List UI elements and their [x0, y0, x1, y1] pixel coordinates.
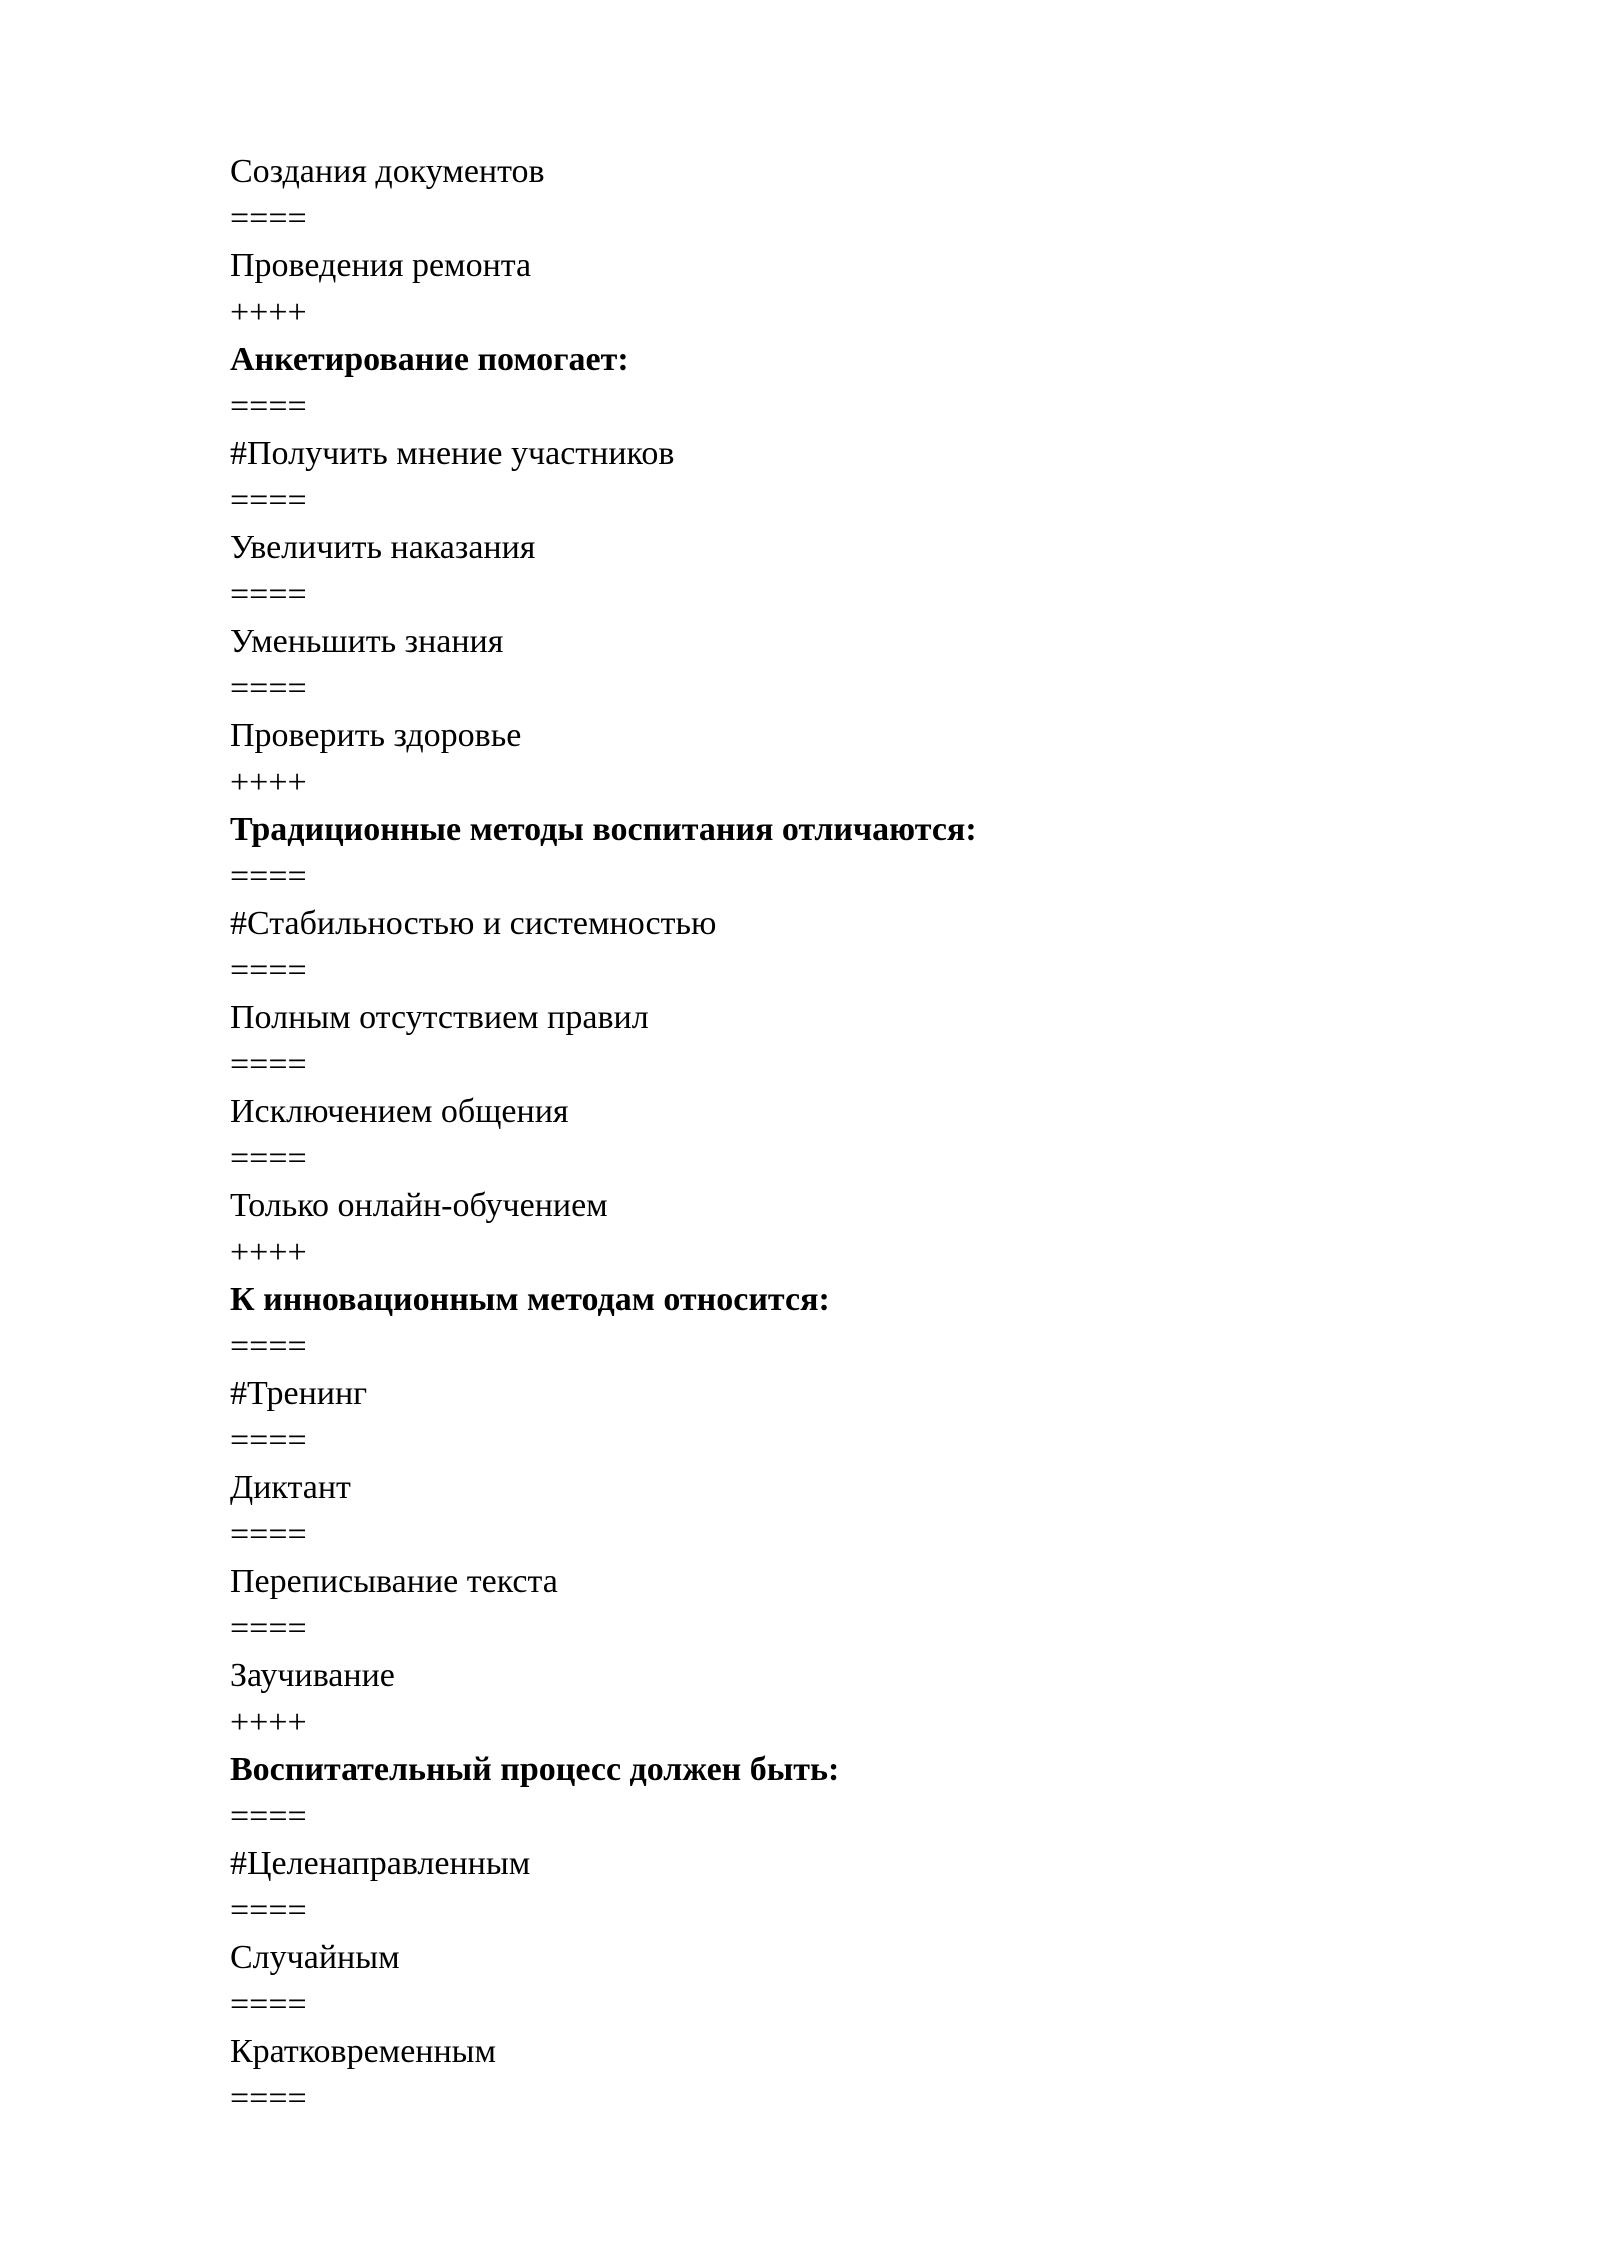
- separator-line: ====: [230, 1422, 307, 1459]
- answer-option-line: Исключением общения: [230, 1093, 569, 1130]
- answer-option-line: Проведения ремонта: [230, 247, 532, 284]
- answer-option-line: Только онлайн-обучением: [230, 1187, 608, 1224]
- separator-line: ====: [230, 670, 307, 707]
- separator-line: ====: [230, 1140, 307, 1177]
- separator-line: ====: [230, 1046, 307, 1083]
- answer-option-line: Проверить здоровье: [230, 717, 522, 754]
- separator-line: ++++: [230, 1704, 307, 1741]
- separator-line: ====: [230, 1610, 307, 1647]
- separator-line: ++++: [230, 1234, 307, 1271]
- separator-line: ++++: [230, 294, 307, 331]
- separator-line: ====: [230, 388, 307, 425]
- question-heading: Традиционные методы воспитания отличаются:: [230, 811, 977, 848]
- answer-option-line: #Получить мнение участников: [230, 435, 675, 472]
- answer-option-line: Создания документов: [230, 153, 545, 190]
- answer-option-line: #Тренинг: [230, 1375, 368, 1412]
- separator-line: ====: [230, 1892, 307, 1929]
- answer-option-line: Заучивание: [230, 1657, 395, 1694]
- separator-line: ====: [230, 482, 307, 519]
- separator-line: ====: [230, 200, 307, 237]
- question-heading: Воспитательный процесс должен быть:: [230, 1751, 840, 1788]
- question-heading: Анкетирование помогает:: [230, 341, 629, 378]
- answer-option-line: #Стабильностью и системностью: [230, 905, 717, 942]
- answer-option-line: Уменьшить знания: [230, 623, 504, 660]
- separator-line: ====: [230, 1328, 307, 1365]
- question-heading: К инновационным методам относится:: [230, 1281, 830, 1318]
- separator-line: ====: [230, 1986, 307, 2023]
- separator-line: ++++: [230, 764, 307, 801]
- separator-line: ====: [230, 1516, 307, 1553]
- separator-line: ====: [230, 858, 307, 895]
- answer-option-line: Диктант: [230, 1469, 351, 1506]
- answer-option-line: Переписывание текста: [230, 1563, 558, 1600]
- answer-option-line: Полным отсутствием правил: [230, 999, 649, 1036]
- answer-option-line: Случайным: [230, 1939, 400, 1976]
- separator-line: ====: [230, 952, 307, 989]
- document-body: [230, 148, 1430, 2122]
- separator-line: ====: [230, 576, 307, 613]
- answer-option-line: #Целенаправленным: [230, 1845, 531, 1882]
- answer-option-line: Кратковременным: [230, 2033, 497, 2070]
- separator-line: ====: [230, 2080, 307, 2117]
- separator-line: ====: [230, 1798, 307, 1835]
- answer-option-line: Увеличить наказания: [230, 529, 536, 566]
